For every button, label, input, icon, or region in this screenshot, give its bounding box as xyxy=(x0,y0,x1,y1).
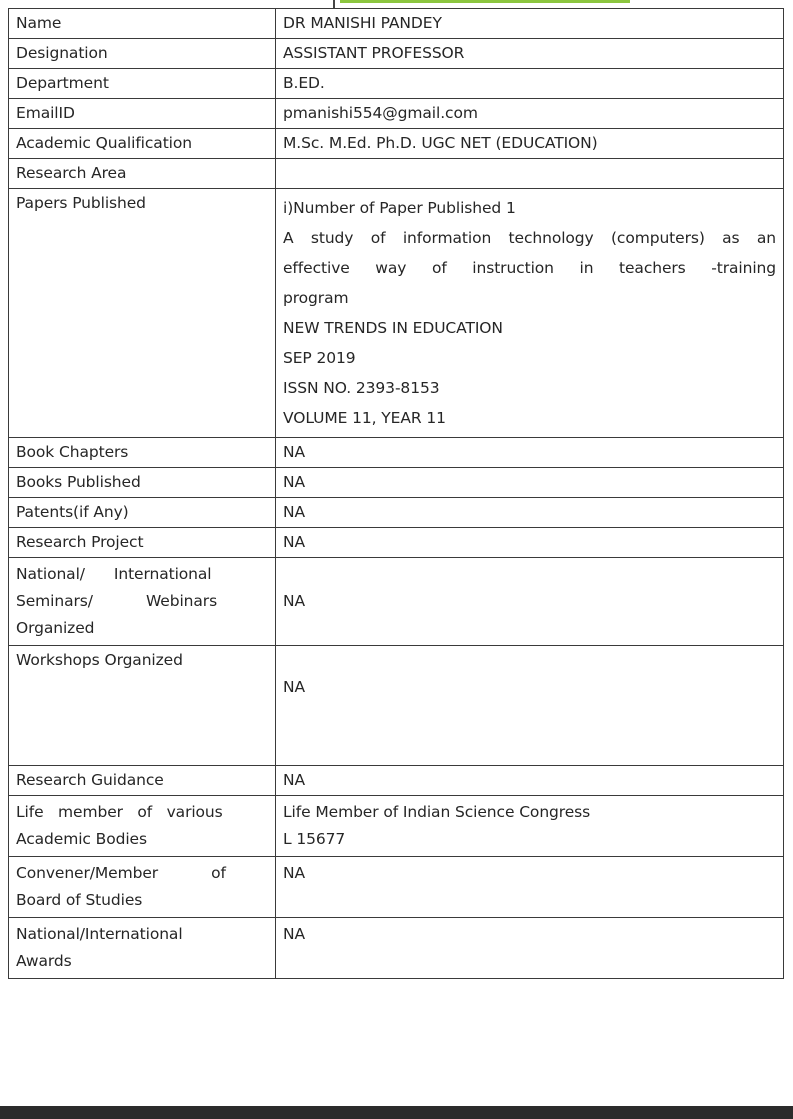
value-department: B.ED. xyxy=(276,69,784,99)
value-research-project: NA xyxy=(276,528,784,558)
board-label-line-1: Convener/Member of xyxy=(16,864,226,882)
page-bottom-bar xyxy=(0,1106,793,1119)
value-name: DR MANISHI PANDEY xyxy=(276,9,784,39)
paper-date: SEP 2019 xyxy=(283,349,356,367)
table-row xyxy=(9,528,784,558)
label-workshops: Workshops Organized xyxy=(9,646,276,766)
value-workshops xyxy=(276,646,784,766)
life-member-value-line-2: L 15677 xyxy=(283,830,346,848)
life-member-value-line-1: Life Member of Indian Science Congress xyxy=(283,803,591,821)
value-qualification: M.Sc. M.Ed. Ph.D. UGC NET (EDUCATION) xyxy=(276,129,784,159)
paper-journal: NEW TRENDS IN EDUCATION xyxy=(283,319,503,337)
table-row xyxy=(9,796,784,857)
faculty-profile-table xyxy=(8,8,784,979)
papers-count: i)Number of Paper Published 1 xyxy=(283,199,516,217)
seminars-label-line-2: Seminars/ Webinars xyxy=(16,592,218,610)
table-row xyxy=(9,159,784,189)
label-name: Name xyxy=(9,9,276,39)
label-research-project: Research Project xyxy=(9,528,276,558)
paper-volume: VOLUME 11, YEAR 11 xyxy=(283,409,446,427)
top-green-strip xyxy=(340,0,630,3)
label-designation: Designation xyxy=(9,39,276,69)
value-research-area xyxy=(276,159,784,189)
label-guidance: Research Guidance xyxy=(9,766,276,796)
label-department: Department xyxy=(9,69,276,99)
seminars-label-line-1: National/ International xyxy=(16,565,212,583)
top-divider xyxy=(333,0,335,8)
life-member-label-line-1: Life member of various xyxy=(16,803,223,821)
table-row xyxy=(9,39,784,69)
value-book-chapters: NA xyxy=(276,438,784,468)
value-awards: NA xyxy=(276,918,784,979)
value-designation: ASSISTANT PROFESSOR xyxy=(276,39,784,69)
label-email: EmailID xyxy=(9,99,276,129)
table-row xyxy=(9,498,784,528)
label-seminars xyxy=(9,558,276,646)
label-board xyxy=(9,857,276,918)
table-row xyxy=(9,857,784,918)
life-member-label-line-2: Academic Bodies xyxy=(16,830,147,848)
paper-title-line-2: effective way of instruction in teachers -training xyxy=(283,259,776,277)
workshops-value: NA xyxy=(283,678,305,696)
value-email: pmanishi554@gmail.com xyxy=(276,99,784,129)
page-top-edge xyxy=(0,0,793,8)
paper-issn: ISSN NO. 2393-8153 xyxy=(283,379,440,397)
label-patents: Patents(if Any) xyxy=(9,498,276,528)
label-research-area: Research Area xyxy=(9,159,276,189)
table-row xyxy=(9,646,784,766)
table-row xyxy=(9,189,784,438)
awards-label-line-2: Awards xyxy=(16,952,72,970)
table-row xyxy=(9,438,784,468)
label-papers: Papers Published xyxy=(9,189,276,438)
paper-title-line-3: program xyxy=(283,289,349,307)
label-books: Books Published xyxy=(9,468,276,498)
table-row xyxy=(9,558,784,646)
table-row xyxy=(9,129,784,159)
value-papers xyxy=(276,189,784,438)
value-patents: NA xyxy=(276,498,784,528)
label-book-chapters: Book Chapters xyxy=(9,438,276,468)
paper-title-line-1: A study of information technology (computers) as an xyxy=(283,229,776,247)
label-life-member xyxy=(9,796,276,857)
label-awards xyxy=(9,918,276,979)
table-row xyxy=(9,69,784,99)
value-life-member xyxy=(276,796,784,857)
board-label-line-2: Board of Studies xyxy=(16,891,143,909)
value-guidance: NA xyxy=(276,766,784,796)
table-row xyxy=(9,468,784,498)
table-row xyxy=(9,766,784,796)
table-row xyxy=(9,918,784,979)
value-seminars: NA xyxy=(276,558,784,646)
value-board: NA xyxy=(276,857,784,918)
value-books: NA xyxy=(276,468,784,498)
table-row xyxy=(9,99,784,129)
awards-label-line-1: National/International xyxy=(16,925,183,943)
table-row xyxy=(9,9,784,39)
seminars-label-line-3: Organized xyxy=(16,619,95,637)
label-qualification: Academic Qualification xyxy=(9,129,276,159)
